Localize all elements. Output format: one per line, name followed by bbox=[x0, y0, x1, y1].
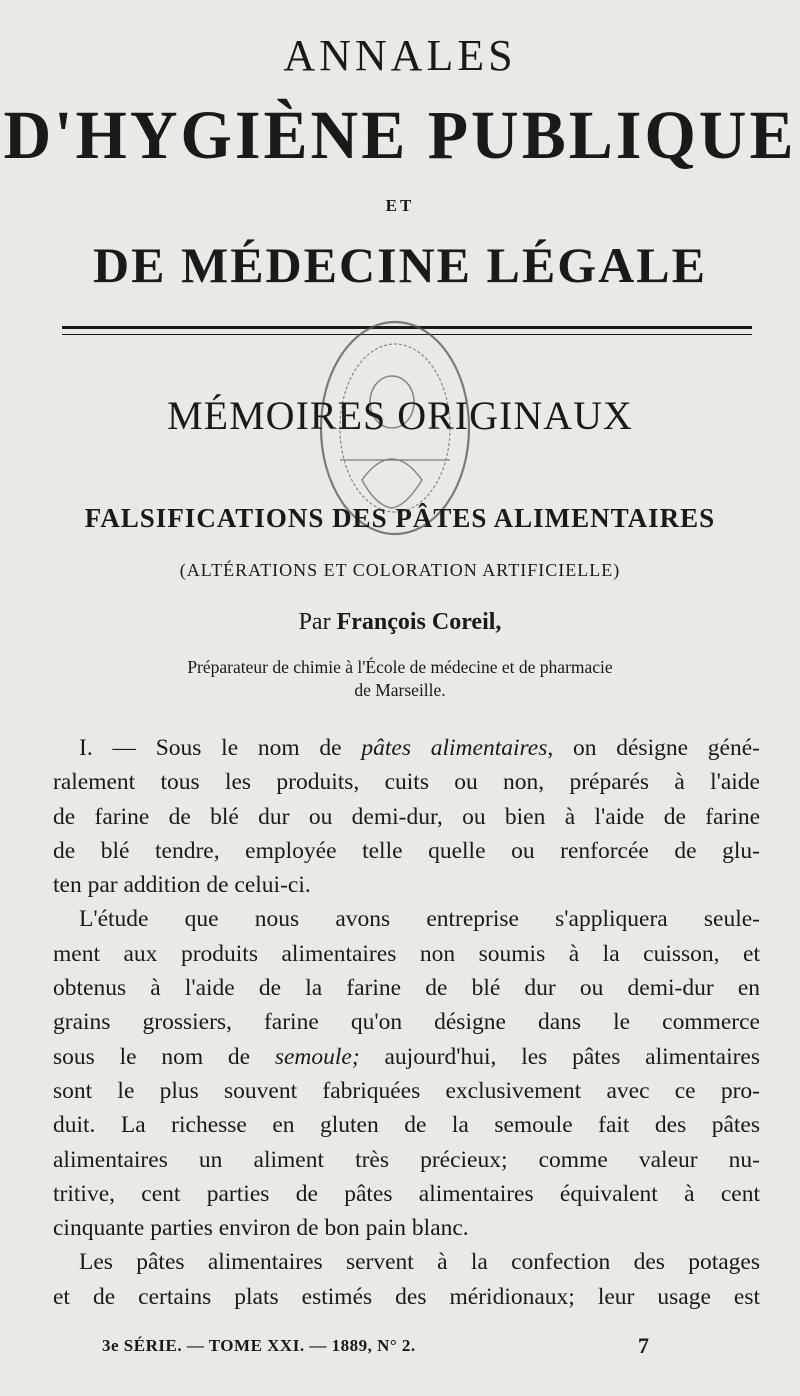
body-line: obtenus à l'aide de la farine de blé dur ou demi-dur en bbox=[53, 975, 760, 1002]
journal-title-medecine: DE MÉDECINE LÉGALE bbox=[93, 237, 707, 293]
body-line: I. — Sous le nom de pâtes alimentaires, on désigne géné- bbox=[79, 735, 760, 761]
author-name: François Coreil, bbox=[336, 609, 502, 635]
body-line: ment aux produits alimentaires non soumis à la cuisson, et bbox=[53, 940, 760, 967]
journal-title-annales: ANNALES bbox=[283, 31, 517, 80]
body-line: de blé tendre, employée telle quelle ou renforcée de glu- bbox=[53, 837, 760, 864]
body-line: tritive, cent parties de pâtes alimentaires équivalent à cent bbox=[53, 1180, 760, 1207]
body-line: sont le plus souvent fabriquées exclusivement avec ce pro- bbox=[53, 1077, 760, 1104]
body-line: alimentaires un aliment très précieux; comme valeur nu- bbox=[53, 1146, 760, 1173]
body-line: Les pâtes alimentaires servent à la confection des potages bbox=[79, 1249, 760, 1276]
body-line: sous le nom de semoule; aujourd'hui, les pâtes alimentaires bbox=[53, 1043, 760, 1070]
article-subtitle: (ALTÉRATIONS ET COLORATION ARTIFICIELLE) bbox=[179, 560, 621, 580]
body-line: et de certains plats estimés des méridionaux; leur usage est bbox=[53, 1283, 760, 1310]
body-line: ten par addition de celui-ci. bbox=[53, 872, 311, 899]
journal-title-hygiene: D'HYGIÈNE PUBLIQUE bbox=[3, 97, 797, 174]
page-number: 7 bbox=[638, 1333, 649, 1358]
article-body bbox=[53, 731, 760, 1314]
author-affiliation: Préparateur de chimie à l'École de médecine et de pharmacie bbox=[187, 657, 613, 677]
body-line: ralement tous les produits, cuits ou non, préparés à l'aide bbox=[53, 769, 760, 796]
author-affiliation-city: de Marseille. bbox=[354, 680, 446, 700]
byline-prefix: Par bbox=[298, 609, 331, 635]
body-line: grains grossiers, farine qu'on désigne dans le commerce bbox=[53, 1009, 760, 1036]
section-title: MÉMOIRES ORIGINAUX bbox=[167, 393, 633, 438]
byline bbox=[0, 609, 800, 636]
article-title: FALSIFICATIONS DES PÂTES ALIMENTAIRES bbox=[84, 503, 716, 533]
footer-series: 3e SÉRIE. — TOME XXI. — 1889, N° 2. bbox=[102, 1336, 416, 1355]
journal-title-et: ET bbox=[385, 196, 415, 215]
body-line: de farine de blé dur ou demi-dur, ou bien à l'aide de farine bbox=[53, 803, 760, 830]
body-line: duit. La richesse en gluten de la semoule fait des pâtes bbox=[53, 1112, 760, 1139]
title-rule-thick bbox=[62, 326, 752, 329]
body-line: L'étude que nous avons entreprise s'appliquera seule- bbox=[79, 906, 760, 933]
title-rule-thin bbox=[62, 334, 752, 335]
body-line: cinquante parties environ de bon pain blanc. bbox=[53, 1215, 469, 1242]
